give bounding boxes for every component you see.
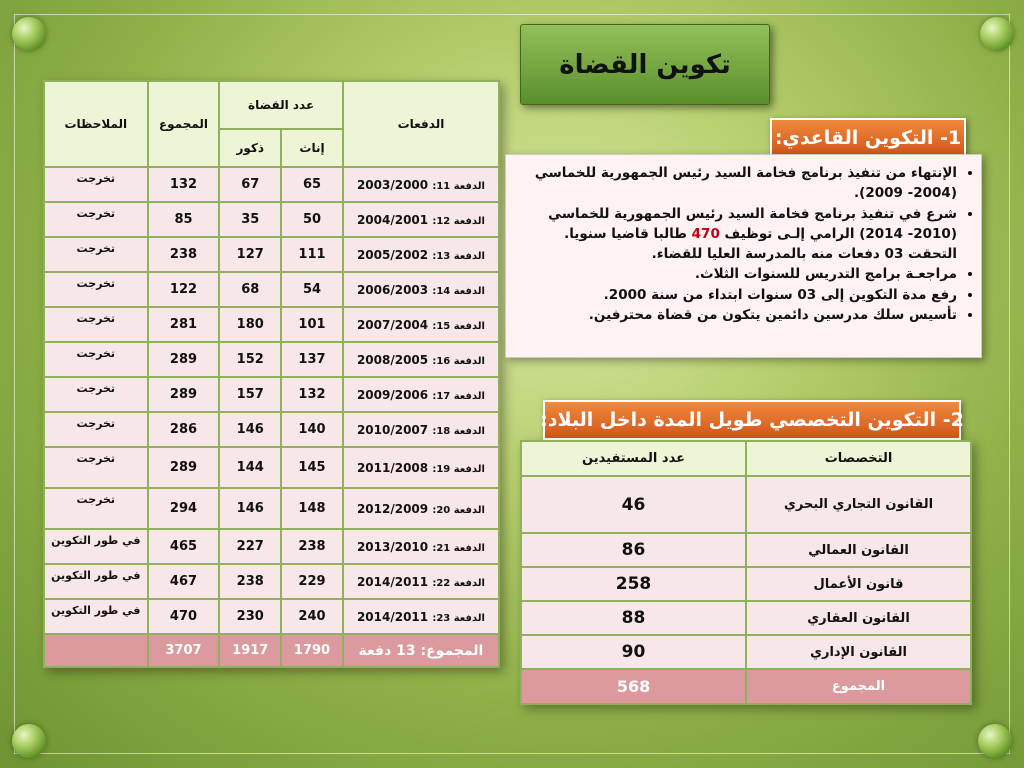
- cohort-cell: [343, 167, 499, 202]
- beneficiaries-count: 90: [521, 635, 746, 669]
- corner-ornament: [978, 724, 1012, 758]
- cohort-cell: [343, 564, 499, 599]
- table-row: [44, 202, 499, 237]
- footer-label: المجموع: 13 دفعة: [343, 634, 499, 667]
- total-cell: 286: [148, 412, 220, 447]
- corner-ornament: [12, 724, 46, 758]
- cohort-cell: [343, 342, 499, 377]
- specialties-table: [520, 440, 972, 705]
- beneficiaries-count: 258: [521, 567, 746, 601]
- header-beneficiaries: عدد المستفيدين: [521, 441, 746, 476]
- cohort-years: 2011/2008: [356, 460, 429, 475]
- table-row: [44, 237, 499, 272]
- males-cell: 35: [219, 202, 281, 237]
- beneficiaries-count: 46: [521, 476, 746, 533]
- header-cohorts: الدفعات: [343, 81, 499, 167]
- females-cell: 238: [281, 529, 343, 564]
- header-notes: الملاحظات: [44, 81, 148, 167]
- cohort-label: الدفعة 14:: [432, 285, 485, 297]
- table-row: [44, 564, 499, 599]
- total-cell: 289: [148, 377, 220, 412]
- total-cell: 294: [148, 488, 220, 529]
- specialty-name: قانون الأعمال: [746, 567, 971, 601]
- cohort-years: 2006/2003: [356, 282, 429, 297]
- females-cell: 140: [281, 412, 343, 447]
- note-cell: تخرجت: [44, 167, 148, 202]
- total-cell: 281: [148, 307, 220, 342]
- table-row: [521, 601, 971, 635]
- highlight-number: 470: [691, 225, 720, 242]
- table-row: [521, 533, 971, 567]
- cohort-label: الدفعة 21:: [432, 542, 485, 554]
- cohort-cell: [343, 447, 499, 488]
- cohort-years: 2005/2002: [356, 247, 429, 262]
- females-cell: 148: [281, 488, 343, 529]
- cohort-years: 2004/2001: [356, 212, 429, 227]
- males-cell: 68: [219, 272, 281, 307]
- total-cell: 238: [148, 237, 220, 272]
- cohort-label: الدفعة 16:: [432, 355, 485, 367]
- table-row: [521, 567, 971, 601]
- table-row: [44, 377, 499, 412]
- males-cell: 146: [219, 488, 281, 529]
- note-cell: تخرجت: [44, 342, 148, 377]
- males-cell: 180: [219, 307, 281, 342]
- table-row: [44, 488, 499, 529]
- males-cell: 227: [219, 529, 281, 564]
- section1-bullets: [505, 154, 982, 358]
- cohort-years: 2008/2005: [356, 352, 429, 367]
- cohort-years: 2003/2000: [356, 177, 429, 192]
- total-cell: 132: [148, 167, 220, 202]
- cohort-years: 2007/2004: [356, 317, 429, 332]
- males-cell: 230: [219, 599, 281, 634]
- corner-ornament: [980, 17, 1014, 51]
- bullet-item: • الإنتهاء من تنفيذ برنامج فخامة السيد رئيس الجمهورية للخماسي (2004- 2009).: [512, 163, 957, 204]
- cohort-label: الدفعة 18:: [432, 425, 485, 437]
- cohort-label: الدفعة 19:: [432, 463, 485, 475]
- cohort-label: الدفعة 23:: [432, 612, 485, 624]
- females-cell: 229: [281, 564, 343, 599]
- table-row: [44, 272, 499, 307]
- header-specialty: التخصصات: [746, 441, 971, 476]
- header-males: ذكور: [219, 129, 281, 167]
- cohort-years: 2009/2006: [356, 387, 429, 402]
- note-cell: تخرجت: [44, 202, 148, 237]
- cohort-cell: [343, 237, 499, 272]
- cohort-years: 2010/2007: [356, 422, 429, 437]
- section2-heading: 2- التكوين التخصصي طويل المدة داخل البلاد:: [543, 400, 961, 440]
- males-cell: 127: [219, 237, 281, 272]
- table-row: [521, 476, 971, 533]
- slide-title: تكوين القضاة: [559, 49, 731, 80]
- note-cell: في طور التكوين: [44, 599, 148, 634]
- cohort-label: الدفعة 12:: [432, 215, 485, 227]
- bullet-item: • تأسيس سلك مدرسين دائمين يتكون من قضاة محترفين.: [512, 305, 957, 325]
- cohort-label: الدفعة 22:: [432, 577, 485, 589]
- cohort-years: 2014/2011: [356, 609, 429, 624]
- cohort-years: 2014/2011: [356, 574, 429, 589]
- cohort-cell: [343, 272, 499, 307]
- females-cell: 240: [281, 599, 343, 634]
- note-cell: تخرجت: [44, 447, 148, 488]
- table-row: [44, 167, 499, 202]
- females-cell: 111: [281, 237, 343, 272]
- females-cell: 50: [281, 202, 343, 237]
- total-cell: 467: [148, 564, 220, 599]
- corner-ornament: [12, 17, 46, 51]
- total-cell: 85: [148, 202, 220, 237]
- females-cell: 132: [281, 377, 343, 412]
- header-total: المجموع: [148, 81, 220, 167]
- females-cell: 65: [281, 167, 343, 202]
- table-row: [521, 635, 971, 669]
- females-cell: 54: [281, 272, 343, 307]
- cohort-label: الدفعة 20:: [432, 504, 485, 516]
- total-cell: 470: [148, 599, 220, 634]
- table-row: [44, 599, 499, 634]
- females-cell: 101: [281, 307, 343, 342]
- cohort-label: الدفعة 11:: [432, 180, 485, 192]
- cohort-cell: [343, 377, 499, 412]
- beneficiaries-count: 86: [521, 533, 746, 567]
- cohort-cell: [343, 488, 499, 529]
- footer-total: 3707: [148, 634, 220, 667]
- specialty-name: القانون العقاري: [746, 601, 971, 635]
- slide-title-box: [520, 24, 770, 105]
- table-row: [44, 447, 499, 488]
- section1-heading: 1- التكوين القاعدي:: [770, 118, 966, 158]
- header-judges-count: عدد القضاة: [219, 81, 343, 129]
- note-cell: تخرجت: [44, 272, 148, 307]
- specialty-name: القانون العمالي: [746, 533, 971, 567]
- bullet-continuation: التحقت 03 دفعات منه بالمدرسة العليا للقضاء.: [651, 246, 957, 262]
- cohort-cell: [343, 529, 499, 564]
- note-cell: تخرجت: [44, 488, 148, 529]
- table-row: [44, 529, 499, 564]
- cohort-label: الدفعة 13:: [432, 250, 485, 262]
- note-cell: تخرجت: [44, 412, 148, 447]
- note-cell: في طور التكوين: [44, 529, 148, 564]
- spec-footer-label: المجموع: [746, 669, 971, 704]
- beneficiaries-count: 88: [521, 601, 746, 635]
- specialty-name: القانون الإداري: [746, 635, 971, 669]
- cohorts-table: [43, 80, 500, 668]
- spec-footer-count: 568: [521, 669, 746, 704]
- cohort-label: الدفعة 17:: [432, 390, 485, 402]
- males-cell: 152: [219, 342, 281, 377]
- females-cell: 145: [281, 447, 343, 488]
- males-cell: 238: [219, 564, 281, 599]
- specialty-name: القانون التجاري البحري: [746, 476, 971, 533]
- cohort-cell: [343, 599, 499, 634]
- cohort-years: 2012/2009: [356, 501, 429, 516]
- note-cell: تخرجت: [44, 377, 148, 412]
- males-cell: 144: [219, 447, 281, 488]
- cohort-years: 2013/2010: [356, 539, 429, 554]
- cohort-cell: [343, 412, 499, 447]
- cohort-cell: [343, 307, 499, 342]
- males-cell: 146: [219, 412, 281, 447]
- footer-females: 1790: [281, 634, 343, 667]
- note-cell: في طور التكوين: [44, 564, 148, 599]
- table-row: [44, 307, 499, 342]
- header-females: إناث: [281, 129, 343, 167]
- note-cell: تخرجت: [44, 307, 148, 342]
- bullet-item: • شرع في تنفيذ برنامج فخامة السيد رئيس الجمهورية للخماسي (2010- 2014) الرامي إلـى توظيف 470 طالبا قاضيا سنويا.: [512, 204, 957, 245]
- footer-males: 1917: [219, 634, 281, 667]
- footer-note: [44, 634, 148, 667]
- total-cell: 122: [148, 272, 220, 307]
- bullet-item: • رفع مدة التكوين إلى 03 سنوات ابتداء من سنة 2000.: [512, 285, 957, 305]
- table-row: [44, 342, 499, 377]
- total-cell: 465: [148, 529, 220, 564]
- bullet-item: • مراجعـة برامج التدريس للسنوات الثلاث.: [512, 264, 957, 284]
- table-row: [44, 412, 499, 447]
- total-cell: 289: [148, 447, 220, 488]
- note-cell: تخرجت: [44, 237, 148, 272]
- cohort-label: الدفعة 15:: [432, 320, 485, 332]
- males-cell: 157: [219, 377, 281, 412]
- cohort-cell: [343, 202, 499, 237]
- total-cell: 289: [148, 342, 220, 377]
- males-cell: 67: [219, 167, 281, 202]
- females-cell: 137: [281, 342, 343, 377]
